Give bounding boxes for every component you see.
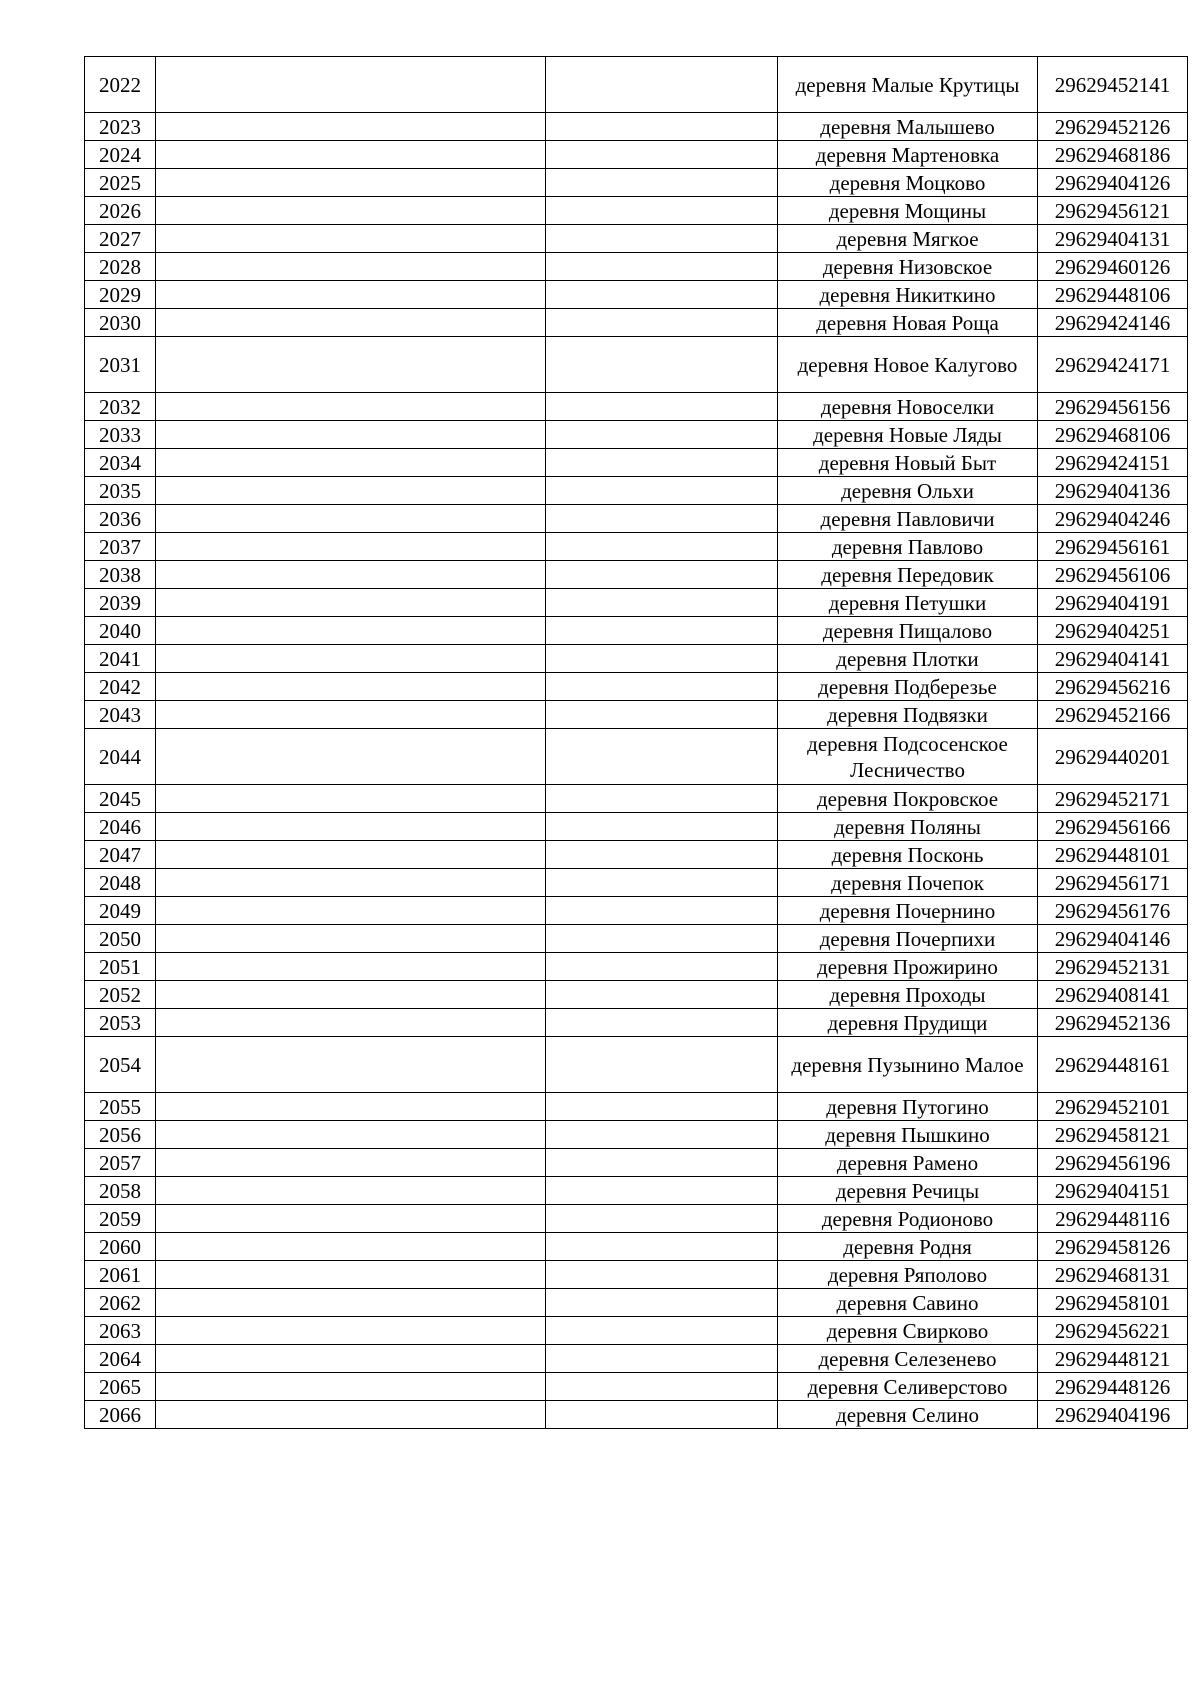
settlement-code-cell: 29629456221 — [1038, 1317, 1188, 1345]
settlement-name-cell: деревня Новый Быт — [778, 449, 1038, 477]
row-number-cell: 2034 — [85, 449, 156, 477]
row-number-cell: 2044 — [85, 729, 156, 785]
table-row — [85, 1289, 1188, 1317]
empty-cell-2 — [156, 1037, 546, 1093]
settlement-name-cell: деревня Прожирино — [778, 953, 1038, 981]
settlement-name-cell: деревня Малышево — [778, 113, 1038, 141]
empty-cell-3 — [546, 309, 778, 337]
empty-cell-2 — [156, 1205, 546, 1233]
settlement-name-cell: деревня Подберезье — [778, 673, 1038, 701]
settlement-code-cell: 29629458101 — [1038, 1289, 1188, 1317]
empty-cell-2 — [156, 449, 546, 477]
settlement-code-cell: 29629404136 — [1038, 477, 1188, 505]
settlement-code-cell: 29629448116 — [1038, 1205, 1188, 1233]
settlement-code-cell: 29629456171 — [1038, 869, 1188, 897]
row-number-cell: 2036 — [85, 505, 156, 533]
settlement-code-cell: 29629404131 — [1038, 225, 1188, 253]
table-body — [85, 57, 1188, 1429]
settlement-code-cell: 29629448101 — [1038, 841, 1188, 869]
table-row — [85, 1093, 1188, 1121]
empty-cell-2 — [156, 869, 546, 897]
settlement-name-cell: деревня Почерпихи — [778, 925, 1038, 953]
settlements-table — [84, 56, 1188, 1429]
row-number-cell: 2064 — [85, 1345, 156, 1373]
settlement-code-cell: 29629452166 — [1038, 701, 1188, 729]
empty-cell-2 — [156, 225, 546, 253]
empty-cell-3 — [546, 1121, 778, 1149]
empty-cell-3 — [546, 589, 778, 617]
empty-cell-2 — [156, 785, 546, 813]
table-row — [85, 645, 1188, 673]
empty-cell-2 — [156, 1149, 546, 1177]
table-row — [85, 729, 1188, 785]
settlement-name-cell: деревня Мартеновка — [778, 141, 1038, 169]
settlement-name-cell: деревня Пищалово — [778, 617, 1038, 645]
table-row — [85, 449, 1188, 477]
settlement-code-cell: 29629456156 — [1038, 393, 1188, 421]
row-number-cell: 2060 — [85, 1233, 156, 1261]
settlement-code-cell: 29629440201 — [1038, 729, 1188, 785]
empty-cell-2 — [156, 309, 546, 337]
settlement-code-cell: 29629404246 — [1038, 505, 1188, 533]
table-row — [85, 309, 1188, 337]
row-number-cell: 2058 — [85, 1177, 156, 1205]
settlement-name-cell: деревня Передовик — [778, 561, 1038, 589]
settlement-name-cell: деревня Савино — [778, 1289, 1038, 1317]
settlement-name-cell: деревня Рамено — [778, 1149, 1038, 1177]
row-number-cell: 2059 — [85, 1205, 156, 1233]
settlement-name-cell: деревня Селиверстово — [778, 1373, 1038, 1401]
settlement-code-cell: 29629456196 — [1038, 1149, 1188, 1177]
row-number-cell: 2025 — [85, 169, 156, 197]
empty-cell-3 — [546, 785, 778, 813]
settlement-name-cell: деревня Свирково — [778, 1317, 1038, 1345]
table-row — [85, 1373, 1188, 1401]
table-row — [85, 1317, 1188, 1345]
empty-cell-3 — [546, 477, 778, 505]
table-row — [85, 197, 1188, 225]
empty-cell-2 — [156, 1373, 546, 1401]
row-number-cell: 2023 — [85, 113, 156, 141]
table-row — [85, 897, 1188, 925]
table-row — [85, 589, 1188, 617]
table-row — [85, 57, 1188, 113]
row-number-cell: 2039 — [85, 589, 156, 617]
empty-cell-3 — [546, 1205, 778, 1233]
empty-cell-3 — [546, 1093, 778, 1121]
settlement-name-cell: деревня Низовское — [778, 253, 1038, 281]
settlement-code-cell: 29629468131 — [1038, 1261, 1188, 1289]
empty-cell-2 — [156, 1009, 546, 1037]
empty-cell-2 — [156, 169, 546, 197]
empty-cell-2 — [156, 589, 546, 617]
settlement-code-cell: 29629424146 — [1038, 309, 1188, 337]
settlement-name-cell: деревня Павловичи — [778, 505, 1038, 533]
table-row — [85, 561, 1188, 589]
settlement-name-cell: деревня Родня — [778, 1233, 1038, 1261]
empty-cell-3 — [546, 421, 778, 449]
empty-cell-2 — [156, 1289, 546, 1317]
row-number-cell: 2050 — [85, 925, 156, 953]
settlement-code-cell: 29629424151 — [1038, 449, 1188, 477]
table-row — [85, 225, 1188, 253]
settlement-name-cell: деревня Плотки — [778, 645, 1038, 673]
settlement-code-cell: 29629424171 — [1038, 337, 1188, 393]
row-number-cell: 2055 — [85, 1093, 156, 1121]
table-row — [85, 253, 1188, 281]
row-number-cell: 2043 — [85, 701, 156, 729]
empty-cell-3 — [546, 225, 778, 253]
empty-cell-2 — [156, 813, 546, 841]
settlement-code-cell: 29629460126 — [1038, 253, 1188, 281]
row-number-cell: 2048 — [85, 869, 156, 897]
settlement-code-cell: 29629448121 — [1038, 1345, 1188, 1373]
row-number-cell: 2030 — [85, 309, 156, 337]
empty-cell-2 — [156, 141, 546, 169]
empty-cell-3 — [546, 1373, 778, 1401]
row-number-cell: 2063 — [85, 1317, 156, 1345]
row-number-cell: 2054 — [85, 1037, 156, 1093]
empty-cell-3 — [546, 1037, 778, 1093]
row-number-cell: 2057 — [85, 1149, 156, 1177]
settlement-code-cell: 29629452136 — [1038, 1009, 1188, 1037]
empty-cell-2 — [156, 281, 546, 309]
empty-cell-3 — [546, 1317, 778, 1345]
row-number-cell: 2037 — [85, 533, 156, 561]
empty-cell-2 — [156, 1233, 546, 1261]
table-row — [85, 393, 1188, 421]
row-number-cell: 2042 — [85, 673, 156, 701]
settlement-code-cell: 29629452126 — [1038, 113, 1188, 141]
table-row — [85, 785, 1188, 813]
table-row — [85, 869, 1188, 897]
settlement-name-cell: деревня Посконь — [778, 841, 1038, 869]
table-row — [85, 337, 1188, 393]
settlement-code-cell: 29629404251 — [1038, 617, 1188, 645]
empty-cell-3 — [546, 533, 778, 561]
empty-cell-3 — [546, 813, 778, 841]
row-number-cell: 2045 — [85, 785, 156, 813]
table-row — [85, 533, 1188, 561]
row-number-cell: 2066 — [85, 1401, 156, 1429]
empty-cell-2 — [156, 1093, 546, 1121]
settlement-code-cell: 29629458126 — [1038, 1233, 1188, 1261]
empty-cell-3 — [546, 1149, 778, 1177]
empty-cell-2 — [156, 505, 546, 533]
empty-cell-2 — [156, 841, 546, 869]
settlement-name-cell: деревня Ольхи — [778, 477, 1038, 505]
settlement-code-cell: 29629456161 — [1038, 533, 1188, 561]
settlement-name-cell: деревня Проходы — [778, 981, 1038, 1009]
table-row — [85, 1401, 1188, 1429]
empty-cell-2 — [156, 729, 546, 785]
empty-cell-3 — [546, 1345, 778, 1373]
empty-cell-3 — [546, 561, 778, 589]
empty-cell-3 — [546, 337, 778, 393]
empty-cell-2 — [156, 897, 546, 925]
empty-cell-3 — [546, 393, 778, 421]
table-row — [85, 113, 1188, 141]
settlement-code-cell: 29629456121 — [1038, 197, 1188, 225]
empty-cell-2 — [156, 645, 546, 673]
table-row — [85, 981, 1188, 1009]
settlement-code-cell: 29629452171 — [1038, 785, 1188, 813]
empty-cell-2 — [156, 561, 546, 589]
settlement-name-cell: деревня Речицы — [778, 1177, 1038, 1205]
table-row — [85, 1205, 1188, 1233]
table-row — [85, 953, 1188, 981]
empty-cell-3 — [546, 281, 778, 309]
settlement-name-cell: деревня Пузынино Малое — [778, 1037, 1038, 1093]
settlement-code-cell: 29629452141 — [1038, 57, 1188, 113]
table-row — [85, 1261, 1188, 1289]
settlement-name-cell: деревня Моцково — [778, 169, 1038, 197]
row-number-cell: 2041 — [85, 645, 156, 673]
settlement-name-cell: деревня Почернино — [778, 897, 1038, 925]
settlement-code-cell: 29629404141 — [1038, 645, 1188, 673]
empty-cell-2 — [156, 421, 546, 449]
empty-cell-3 — [546, 673, 778, 701]
row-number-cell: 2038 — [85, 561, 156, 589]
row-number-cell: 2028 — [85, 253, 156, 281]
empty-cell-3 — [546, 253, 778, 281]
empty-cell-3 — [546, 617, 778, 645]
settlement-name-cell: деревня Родионово — [778, 1205, 1038, 1233]
table-row — [85, 1037, 1188, 1093]
table-row — [85, 841, 1188, 869]
table-row — [85, 1149, 1188, 1177]
row-number-cell: 2062 — [85, 1289, 156, 1317]
empty-cell-3 — [546, 925, 778, 953]
settlement-code-cell: 29629404151 — [1038, 1177, 1188, 1205]
empty-cell-3 — [546, 505, 778, 533]
empty-cell-3 — [546, 197, 778, 225]
empty-cell-3 — [546, 701, 778, 729]
table-row — [85, 1009, 1188, 1037]
settlement-code-cell: 29629448106 — [1038, 281, 1188, 309]
empty-cell-3 — [546, 1009, 778, 1037]
table-row — [85, 1345, 1188, 1373]
empty-cell-2 — [156, 981, 546, 1009]
row-number-cell: 2027 — [85, 225, 156, 253]
row-number-cell: 2051 — [85, 953, 156, 981]
empty-cell-3 — [546, 1289, 778, 1317]
empty-cell-2 — [156, 113, 546, 141]
empty-cell-2 — [156, 701, 546, 729]
row-number-cell: 2033 — [85, 421, 156, 449]
table-row — [85, 1177, 1188, 1205]
table-row — [85, 421, 1188, 449]
empty-cell-3 — [546, 1177, 778, 1205]
settlement-name-cell: деревня Подсосенское Лесничество — [778, 729, 1038, 785]
row-number-cell: 2022 — [85, 57, 156, 113]
row-number-cell: 2049 — [85, 897, 156, 925]
empty-cell-2 — [156, 953, 546, 981]
settlement-code-cell: 29629468106 — [1038, 421, 1188, 449]
settlement-name-cell: деревня Пышкино — [778, 1121, 1038, 1149]
row-number-cell: 2026 — [85, 197, 156, 225]
settlement-name-cell: деревня Подвязки — [778, 701, 1038, 729]
row-number-cell: 2046 — [85, 813, 156, 841]
table-row — [85, 673, 1188, 701]
empty-cell-2 — [156, 673, 546, 701]
empty-cell-3 — [546, 1261, 778, 1289]
empty-cell-3 — [546, 169, 778, 197]
table-row — [85, 701, 1188, 729]
empty-cell-2 — [156, 253, 546, 281]
empty-cell-3 — [546, 869, 778, 897]
table-row — [85, 925, 1188, 953]
empty-cell-3 — [546, 953, 778, 981]
settlement-name-cell: деревня Новое Калугово — [778, 337, 1038, 393]
settlement-code-cell: 29629456166 — [1038, 813, 1188, 841]
empty-cell-3 — [546, 981, 778, 1009]
settlement-name-cell: деревня Почепок — [778, 869, 1038, 897]
settlement-code-cell: 29629452131 — [1038, 953, 1188, 981]
table-row — [85, 477, 1188, 505]
settlement-code-cell: 29629458121 — [1038, 1121, 1188, 1149]
settlement-name-cell: деревня Покровское — [778, 785, 1038, 813]
empty-cell-3 — [546, 113, 778, 141]
settlement-name-cell: деревня Мягкое — [778, 225, 1038, 253]
row-number-cell: 2031 — [85, 337, 156, 393]
empty-cell-3 — [546, 645, 778, 673]
empty-cell-3 — [546, 57, 778, 113]
empty-cell-2 — [156, 1401, 546, 1429]
settlement-name-cell: деревня Селезенево — [778, 1345, 1038, 1373]
empty-cell-2 — [156, 1261, 546, 1289]
settlement-code-cell: 29629404196 — [1038, 1401, 1188, 1429]
table-row — [85, 1121, 1188, 1149]
empty-cell-2 — [156, 477, 546, 505]
table-row — [85, 141, 1188, 169]
settlement-code-cell: 29629404126 — [1038, 169, 1188, 197]
row-number-cell: 2032 — [85, 393, 156, 421]
empty-cell-3 — [546, 729, 778, 785]
settlement-code-cell: 29629456216 — [1038, 673, 1188, 701]
settlement-name-cell: деревня Прудищи — [778, 1009, 1038, 1037]
settlement-code-cell: 29629404191 — [1038, 589, 1188, 617]
settlement-name-cell: деревня Новая Роща — [778, 309, 1038, 337]
table-row — [85, 1233, 1188, 1261]
row-number-cell: 2024 — [85, 141, 156, 169]
settlement-code-cell: 29629452101 — [1038, 1093, 1188, 1121]
table-row — [85, 617, 1188, 645]
settlement-name-cell: деревня Поляны — [778, 813, 1038, 841]
settlement-name-cell: деревня Павлово — [778, 533, 1038, 561]
empty-cell-2 — [156, 197, 546, 225]
row-number-cell: 2052 — [85, 981, 156, 1009]
empty-cell-2 — [156, 337, 546, 393]
settlement-name-cell: деревня Петушки — [778, 589, 1038, 617]
settlement-code-cell: 29629456106 — [1038, 561, 1188, 589]
table-row — [85, 281, 1188, 309]
empty-cell-2 — [156, 1121, 546, 1149]
settlement-name-cell: деревня Селино — [778, 1401, 1038, 1429]
empty-cell-2 — [156, 1317, 546, 1345]
empty-cell-2 — [156, 533, 546, 561]
empty-cell-3 — [546, 841, 778, 869]
table-row — [85, 505, 1188, 533]
settlement-name-cell: деревня Путогино — [778, 1093, 1038, 1121]
row-number-cell: 2053 — [85, 1009, 156, 1037]
empty-cell-2 — [156, 57, 546, 113]
settlement-name-cell: деревня Мощины — [778, 197, 1038, 225]
table-row — [85, 813, 1188, 841]
settlement-name-cell: деревня Ряполово — [778, 1261, 1038, 1289]
empty-cell-3 — [546, 1233, 778, 1261]
empty-cell-3 — [546, 141, 778, 169]
settlement-code-cell: 29629448161 — [1038, 1037, 1188, 1093]
row-number-cell: 2035 — [85, 477, 156, 505]
settlement-code-cell: 29629448126 — [1038, 1373, 1188, 1401]
empty-cell-2 — [156, 1345, 546, 1373]
row-number-cell: 2029 — [85, 281, 156, 309]
settlement-code-cell: 29629404146 — [1038, 925, 1188, 953]
settlement-name-cell: деревня Никиткино — [778, 281, 1038, 309]
row-number-cell: 2047 — [85, 841, 156, 869]
settlement-code-cell: 29629468186 — [1038, 141, 1188, 169]
settlement-code-cell: 29629456176 — [1038, 897, 1188, 925]
empty-cell-3 — [546, 1401, 778, 1429]
empty-cell-3 — [546, 449, 778, 477]
empty-cell-2 — [156, 393, 546, 421]
empty-cell-2 — [156, 925, 546, 953]
settlement-name-cell: деревня Новые Ляды — [778, 421, 1038, 449]
table-row — [85, 169, 1188, 197]
empty-cell-2 — [156, 617, 546, 645]
settlement-name-cell: деревня Новоселки — [778, 393, 1038, 421]
row-number-cell: 2065 — [85, 1373, 156, 1401]
settlement-code-cell: 29629408141 — [1038, 981, 1188, 1009]
row-number-cell: 2040 — [85, 617, 156, 645]
empty-cell-2 — [156, 1177, 546, 1205]
row-number-cell: 2061 — [85, 1261, 156, 1289]
settlement-name-cell: деревня Малые Крутицы — [778, 57, 1038, 113]
row-number-cell: 2056 — [85, 1121, 156, 1149]
empty-cell-3 — [546, 897, 778, 925]
